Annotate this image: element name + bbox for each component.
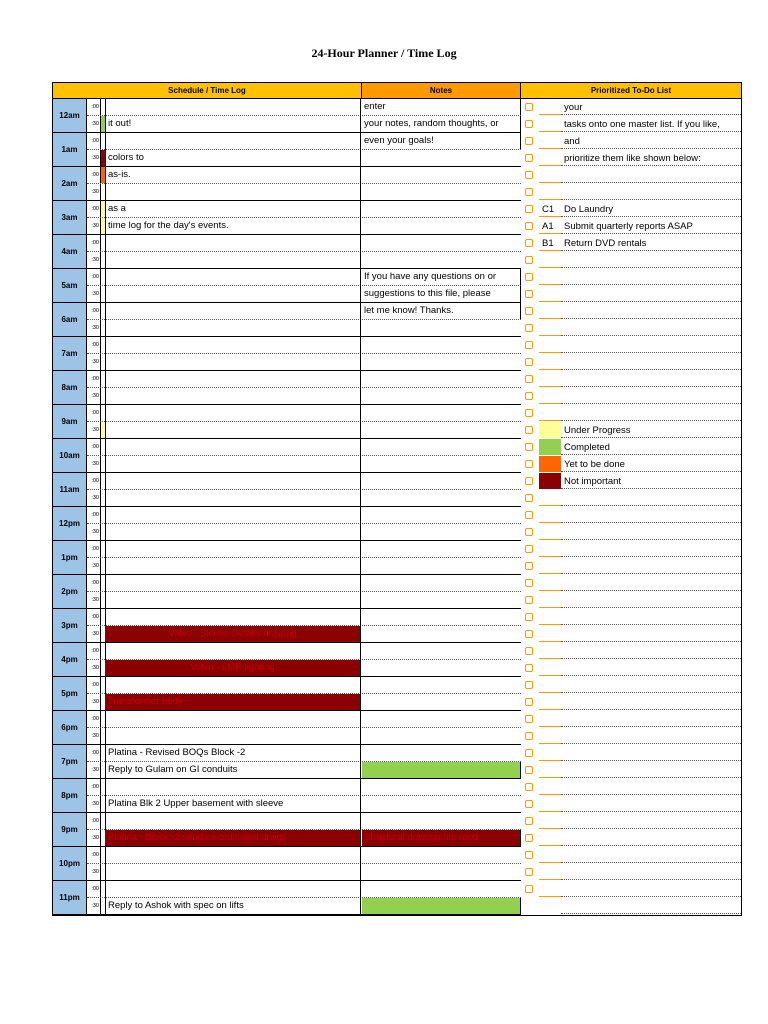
todo-checkbox[interactable] <box>525 511 533 519</box>
todo-divider <box>561 709 741 710</box>
hour-divider <box>87 472 521 473</box>
todo-checkbox[interactable] <box>525 885 533 893</box>
priority-underline <box>539 131 561 132</box>
todo-checkbox[interactable] <box>525 137 533 145</box>
minute-label: :30 <box>87 116 101 133</box>
priority-underline <box>539 896 561 897</box>
note-entry[interactable]: let me know! Thanks. <box>362 303 521 319</box>
minute-label: :00 <box>87 99 101 116</box>
hour-divider <box>87 676 521 677</box>
todo-item[interactable]: prioritize them like shown below: <box>564 153 701 164</box>
hour-label: 8am <box>53 371 87 405</box>
minute-label: :00 <box>87 133 101 150</box>
todo-divider <box>561 913 741 914</box>
hour-label: 3pm <box>53 609 87 643</box>
minute-label: :00 <box>87 439 101 456</box>
priority-underline <box>539 845 561 846</box>
todo-checkbox[interactable] <box>525 273 533 281</box>
minute-label: :30 <box>87 558 101 575</box>
minute-label: :30 <box>87 762 101 779</box>
hour-label: 9am <box>53 405 87 439</box>
minute-label: :00 <box>87 473 101 490</box>
hour-label: 10pm <box>53 847 87 881</box>
minute-label: :00 <box>87 609 101 626</box>
minute-label: :30 <box>87 218 101 235</box>
todo-item[interactable]: your <box>564 102 583 113</box>
todo-checkbox[interactable] <box>525 647 533 655</box>
priority-underline <box>539 675 561 676</box>
priority-underline <box>539 403 561 404</box>
todo-divider <box>561 369 741 370</box>
hour-divider <box>87 404 521 405</box>
todo-divider <box>561 794 741 795</box>
hour-label: 6am <box>53 303 87 337</box>
priority-underline <box>539 199 561 200</box>
priority-underline <box>539 607 561 608</box>
note-entry[interactable]: even your goals! <box>362 133 521 149</box>
priority-underline <box>539 301 561 302</box>
hour-label: 10am <box>53 439 87 473</box>
minute-label: :30 <box>87 388 101 405</box>
todo-divider <box>561 811 741 812</box>
priority-underline <box>539 879 561 880</box>
minute-label: :30 <box>87 728 101 745</box>
todo-divider <box>561 862 741 863</box>
minute-label: :30 <box>87 490 101 507</box>
schedule-entry[interactable]: colors to <box>108 152 144 163</box>
hour-label: 1am <box>53 133 87 167</box>
schedule-entry[interactable]: Reply to Gulam on GI conduits <box>108 764 238 775</box>
minute-label: :30 <box>87 898 101 915</box>
minute-label: :00 <box>87 575 101 592</box>
priority-underline <box>539 522 561 523</box>
todo-divider <box>561 556 741 557</box>
todo-checkbox[interactable] <box>525 239 533 247</box>
todo-checkbox[interactable] <box>525 715 533 723</box>
todo-checkbox[interactable] <box>525 613 533 621</box>
legend-label: Completed <box>564 442 610 453</box>
todo-item[interactable]: Submit quarterly reports ASAP <box>564 221 693 232</box>
hour-divider <box>87 608 521 609</box>
todo-divider <box>561 692 741 693</box>
note-entry[interactable]: Structural drawing not recd <box>362 830 521 846</box>
todo-divider <box>561 420 741 421</box>
todo-checkbox[interactable] <box>525 392 533 400</box>
note-entry[interactable]: your notes, random thoughts, or <box>362 116 521 132</box>
todo-divider <box>561 726 741 727</box>
todo-checkbox[interactable] <box>525 341 533 349</box>
hour-divider <box>87 914 521 915</box>
column-divider <box>360 99 361 915</box>
todo-divider <box>561 267 741 268</box>
hour-label: 9pm <box>53 813 87 847</box>
todo-priority: B1 <box>542 238 554 249</box>
hour-label: 7am <box>53 337 87 371</box>
minute-label: :30 <box>87 252 101 269</box>
todo-checkbox[interactable] <box>525 171 533 179</box>
hour-label: 5am <box>53 269 87 303</box>
hour-divider <box>87 574 521 575</box>
half-hour-divider <box>87 183 521 184</box>
schedule-entry[interactable]: Platina Blk 2 Upper basement with sleeve <box>108 798 284 809</box>
legend-label: Under Progress <box>564 425 631 436</box>
todo-checkbox[interactable] <box>525 154 533 162</box>
schedule-entry[interactable]: Platina - Revised BOQs Block -2 <box>108 747 246 758</box>
half-hour-divider <box>87 557 521 558</box>
minute-label: :00 <box>87 643 101 660</box>
todo-checkbox[interactable] <box>525 868 533 876</box>
priority-underline <box>539 165 561 166</box>
schedule-entry[interactable]: time log for the day's events. <box>108 220 229 231</box>
todo-divider <box>561 624 741 625</box>
hour-divider <box>87 880 521 881</box>
hour-divider <box>87 846 521 847</box>
todo-divider <box>561 301 741 302</box>
priority-underline <box>539 386 561 387</box>
minute-label: :30 <box>87 694 101 711</box>
todo-checkbox[interactable] <box>525 732 533 740</box>
todo-item[interactable]: and <box>564 136 580 147</box>
todo-checkbox[interactable] <box>525 205 533 213</box>
minute-label: :00 <box>87 779 101 796</box>
half-hour-divider <box>87 387 521 388</box>
todo-checkbox[interactable] <box>525 358 533 366</box>
schedule-entry[interactable]: Volvo - Sleeve Details drawing <box>105 626 360 642</box>
hour-divider <box>87 778 521 779</box>
minute-label: :30 <box>87 660 101 677</box>
priority-underline <box>539 539 561 540</box>
half-hour-divider <box>87 455 521 456</box>
hour-label: 11pm <box>53 881 87 915</box>
half-hour-divider <box>87 591 521 592</box>
todo-item[interactable]: Return DVD rentals <box>564 238 647 249</box>
minute-label: :00 <box>87 847 101 864</box>
hour-divider <box>87 336 521 337</box>
hour-divider <box>87 438 521 439</box>
todo-checkbox[interactable] <box>525 324 533 332</box>
minute-label: :30 <box>87 354 101 371</box>
todo-divider <box>561 828 741 829</box>
schedule-entry[interactable]: it out! <box>108 118 132 129</box>
minute-label: :30 <box>87 184 101 201</box>
legend-swatch <box>539 439 561 455</box>
schedule-entry[interactable]: Transformer body <box>105 694 360 710</box>
minute-label: :00 <box>87 235 101 252</box>
hour-divider <box>87 812 521 813</box>
minute-label: :30 <box>87 320 101 337</box>
schedule-header: Schedule / Time Log <box>53 83 362 99</box>
schedule-entry[interactable]: as-is. <box>108 169 131 180</box>
todo-divider <box>561 675 741 676</box>
minute-label: :00 <box>87 201 101 218</box>
schedule-entry[interactable]: as a <box>108 203 126 214</box>
hour-divider <box>87 234 521 235</box>
hour-label: 1pm <box>53 541 87 575</box>
hour-label: 2am <box>53 167 87 201</box>
priority-underline <box>539 777 561 778</box>
half-hour-divider <box>87 353 521 354</box>
hour-label: 5pm <box>53 677 87 711</box>
todo-checkbox[interactable] <box>525 460 533 468</box>
priority-underline <box>539 590 561 591</box>
todo-checkbox[interactable] <box>525 409 533 417</box>
todo-header: Prioritized To-Do List <box>521 83 741 99</box>
todo-divider <box>561 641 741 642</box>
todo-divider <box>561 777 741 778</box>
planner-grid <box>52 82 742 916</box>
todo-checkbox[interactable] <box>525 817 533 825</box>
priority-underline <box>539 743 561 744</box>
todo-checkbox[interactable] <box>525 494 533 502</box>
priority-underline <box>539 114 561 115</box>
minute-label: :00 <box>87 677 101 694</box>
note-entry[interactable]: suggestions to this file, please <box>362 286 521 302</box>
todo-divider <box>561 743 741 744</box>
todo-divider <box>561 386 741 387</box>
todo-checkbox[interactable] <box>525 375 533 383</box>
todo-divider <box>561 352 741 353</box>
priority-underline <box>539 811 561 812</box>
priority-underline <box>539 862 561 863</box>
priority-underline <box>539 182 561 183</box>
todo-checkbox[interactable] <box>525 426 533 434</box>
todo-checkbox[interactable] <box>525 664 533 672</box>
minute-label: :00 <box>87 303 101 320</box>
minute-label: :00 <box>87 269 101 286</box>
minute-label: :00 <box>87 405 101 422</box>
hour-divider <box>87 540 521 541</box>
schedule-entry[interactable]: Platina - Block -2 send co-ordinated drwgs <box>105 830 360 846</box>
todo-checkbox[interactable] <box>525 528 533 536</box>
hour-divider <box>87 370 521 371</box>
todo-checkbox[interactable] <box>525 222 533 230</box>
minute-label: :30 <box>87 286 101 303</box>
minute-label: :30 <box>87 796 101 813</box>
todo-checkbox[interactable] <box>525 783 533 791</box>
priority-underline <box>539 573 561 574</box>
priority-underline <box>539 420 561 421</box>
todo-checkbox[interactable] <box>525 766 533 774</box>
todo-checkbox[interactable] <box>525 596 533 604</box>
todo-priority: A1 <box>542 221 554 232</box>
schedule-entry[interactable]: Reply to Ashok with spec on lifts <box>108 900 244 911</box>
minute-label: :30 <box>87 830 101 847</box>
todo-checkbox[interactable] <box>525 562 533 570</box>
todo-checkbox[interactable] <box>525 800 533 808</box>
priority-underline <box>539 284 561 285</box>
todo-checkbox[interactable] <box>525 103 533 111</box>
todo-checkbox[interactable] <box>525 120 533 128</box>
note-entry[interactable] <box>362 898 521 914</box>
priority-underline <box>539 641 561 642</box>
priority-underline <box>539 828 561 829</box>
hour-label: 12pm <box>53 507 87 541</box>
hour-label: 7pm <box>53 745 87 779</box>
todo-divider <box>561 403 741 404</box>
hour-label: 4pm <box>53 643 87 677</box>
minute-label: :00 <box>87 745 101 762</box>
todo-checkbox[interactable] <box>525 545 533 553</box>
todo-checkbox[interactable] <box>525 681 533 689</box>
minute-label: :00 <box>87 881 101 898</box>
todo-checkbox[interactable] <box>525 477 533 485</box>
todo-item[interactable]: Do Laundry <box>564 204 614 215</box>
minute-label: :30 <box>87 456 101 473</box>
minute-label: :00 <box>87 371 101 388</box>
todo-checkbox[interactable] <box>525 443 533 451</box>
priority-underline <box>539 709 561 710</box>
minute-label: :00 <box>87 167 101 184</box>
priority-underline <box>539 148 561 149</box>
priority-underline <box>539 318 561 319</box>
priority-underline <box>539 760 561 761</box>
todo-checkbox[interactable] <box>525 307 533 315</box>
minute-label: :00 <box>87 541 101 558</box>
todo-priority: C1 <box>542 204 555 215</box>
hour-label: 3am <box>53 201 87 235</box>
todo-divider <box>561 590 741 591</box>
todo-divider <box>561 845 741 846</box>
todo-divider <box>561 896 741 897</box>
minute-label: :30 <box>87 626 101 643</box>
hour-label: 4am <box>53 235 87 269</box>
legend-label: Not important <box>564 476 622 487</box>
half-hour-divider <box>87 251 521 252</box>
hour-label: 8pm <box>53 779 87 813</box>
todo-divider <box>561 760 741 761</box>
half-hour-divider <box>87 727 521 728</box>
minute-label: :30 <box>87 150 101 167</box>
priority-underline <box>539 624 561 625</box>
todo-checkbox[interactable] <box>525 256 533 264</box>
todo-divider <box>561 539 741 540</box>
todo-divider <box>561 573 741 574</box>
minute-label: :00 <box>87 507 101 524</box>
todo-divider <box>561 505 741 506</box>
priority-underline <box>539 335 561 336</box>
half-hour-divider <box>87 863 521 864</box>
todo-divider <box>561 335 741 336</box>
hour-divider <box>87 710 521 711</box>
todo-divider <box>561 318 741 319</box>
hour-label: 11am <box>53 473 87 507</box>
minute-label: :30 <box>87 864 101 881</box>
priority-underline <box>539 352 561 353</box>
legend-label: Yet to be done <box>564 459 625 470</box>
priority-underline <box>539 658 561 659</box>
minute-label: :30 <box>87 524 101 541</box>
todo-checkbox[interactable] <box>525 749 533 757</box>
todo-divider <box>561 199 741 200</box>
legend-swatch <box>539 473 561 489</box>
todo-checkbox[interactable] <box>525 290 533 298</box>
todo-divider <box>561 658 741 659</box>
note-entry[interactable] <box>362 762 521 778</box>
hour-divider <box>87 506 521 507</box>
minute-label: :30 <box>87 592 101 609</box>
hour-label: 2pm <box>53 575 87 609</box>
todo-divider <box>561 284 741 285</box>
todo-checkbox[interactable] <box>525 630 533 638</box>
minute-label: :00 <box>87 337 101 354</box>
schedule-entry[interactable] <box>105 422 360 438</box>
priority-underline <box>539 726 561 727</box>
priority-underline <box>539 794 561 795</box>
todo-divider <box>561 879 741 880</box>
minute-label: :30 <box>87 422 101 439</box>
minute-label: :00 <box>87 711 101 728</box>
priority-underline <box>539 692 561 693</box>
todo-divider <box>561 182 741 183</box>
legend-swatch <box>539 456 561 472</box>
note-entry[interactable]: enter <box>362 99 521 115</box>
note-entry[interactable]: If you have any questions on or <box>362 269 521 285</box>
todo-divider <box>561 607 741 608</box>
hour-divider <box>87 642 521 643</box>
priority-underline <box>539 369 561 370</box>
todo-checkbox[interactable] <box>525 698 533 706</box>
half-hour-divider <box>87 523 521 524</box>
todo-checkbox[interactable] <box>525 579 533 587</box>
notes-header: Notes <box>362 83 521 99</box>
priority-underline <box>539 267 561 268</box>
todo-checkbox[interactable] <box>525 834 533 842</box>
todo-checkbox[interactable] <box>525 851 533 859</box>
minute-label: :00 <box>87 813 101 830</box>
legend-swatch <box>539 422 561 438</box>
half-hour-divider <box>87 319 521 320</box>
priority-underline <box>539 505 561 506</box>
hour-label: 6pm <box>53 711 87 745</box>
todo-divider <box>561 522 741 523</box>
todo-item[interactable]: tasks onto one master list. If you like, <box>564 119 720 130</box>
todo-checkbox[interactable] <box>525 188 533 196</box>
page-title: 24-Hour Planner / Time Log <box>311 46 457 60</box>
half-hour-divider <box>87 489 521 490</box>
schedule-entry[interactable]: Volvo - LMR lighting <box>105 660 360 676</box>
priority-underline <box>539 556 561 557</box>
hour-label: 12am <box>53 99 87 133</box>
